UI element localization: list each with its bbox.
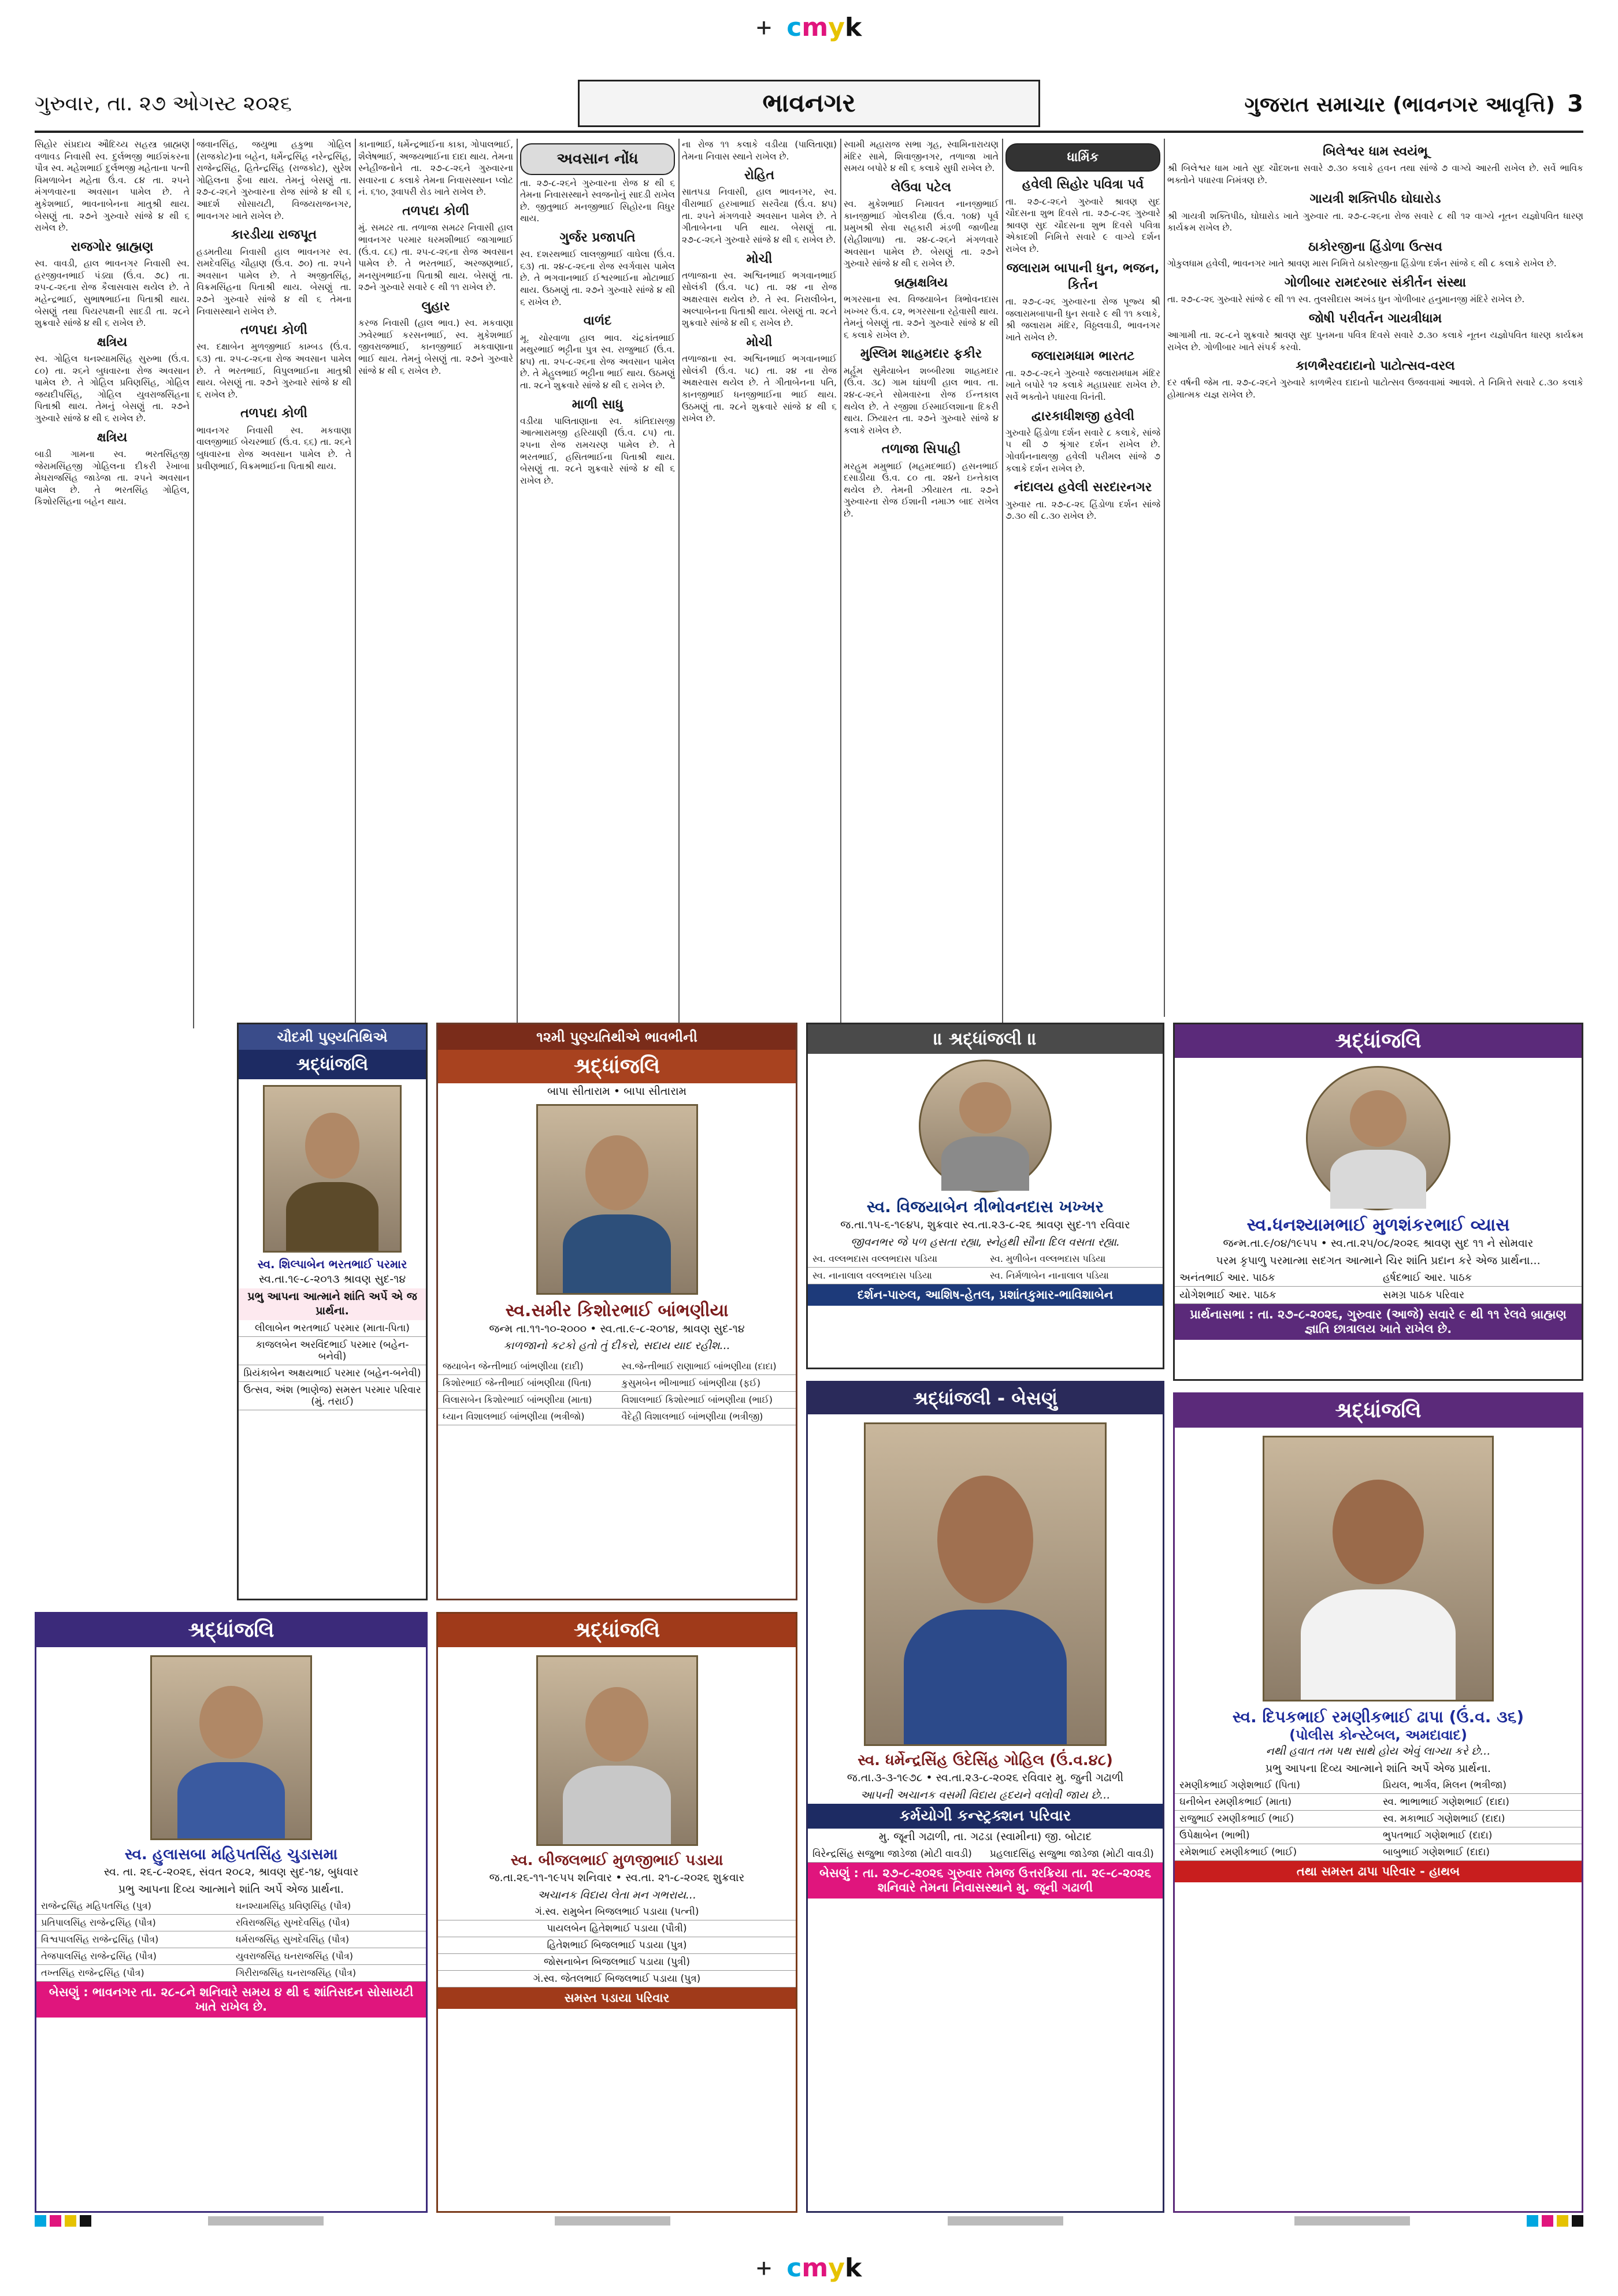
notice-heading: માળી સાધુ [572,397,624,412]
notice-text: ગુરુવારે હિંડોળા દર્શન સવારે ૮ કલાકે, સાંજે ૫ થી ૭ શ્રૃંગાર દર્શન રાખેલ છે. ગોવર્ધનનાથજી હવેલી પરીમલ સાંજે ૭ કલાકે દર્શન રાખેલ છે. [1005,427,1160,474]
deceased-name: સ્વ. દિપકભાઈ રમણીકભાઈ ઢાપા (ઉં.વ. ૩૬) [1232,1707,1524,1726]
family-list: ગં.સ્વ. રામુબેન બિજલભાઈ પડાયા (પત્ની) પાયલબેન હિતેશભાઈ પડાયા (પૌત્રી) હિતેશભાઈ બિજલભાઈ પડાયા (પુત્ર) જોસનાબેન બિજલભાઈ પડાયા (પુત્રી) ગં.સ્વ. જેતલભાઈ બિજલભાઈ પડાયા (પુત્ર) [438,1904,796,1987]
family-list: જયાબેન જેન્તીભાઈ બાંભણીયા (દાદી) સ્વ.જેન્તીભાઈ રાણાભાઈ બાંભણીયા (દાદા) કિશોરભાઈ જેન્તીભાઈ બાંભણીયા (પિતા) કુસુમબેન ભીખાભાઈ બાંભણીયા (ફઈ) વિલાસબેન કિશોરભાઈ બાંભણીયા (માતા) વિશાલભાઈ કિશોરભાઈ બાંભણીયા (ભાઈ) ધ્યાન વિશાલભાઈ બાંભણીયા (ભત્રીજો) વૈદેહી વિશાલભાઈ બાંભણીયા (ભત્રીજી) [438,1358,796,1425]
ad-heading: શ્રદ્ધાંજલિ [438,1614,796,1647]
column-8 [1167,139,1583,1017]
crosshair-icon: + [756,2253,772,2283]
prayer-line: પ્રભુ આપના દિવ્ય આત્માને શાંતિ અર્પે એજ પ્રાર્થના. [1265,1762,1491,1775]
notice-heading: જલારામ બાપાની ધુન, ભજન, કિર્તન [1006,261,1160,292]
notice-heading: રાજગોર બ્રાહ્મણ [70,239,154,254]
ad-heading-sub: શ્રદ્ધાંજલિ [438,1050,796,1083]
life-dates: જન્મ.તા.૯/૦૪/૧૯૫૫ • સ્વ.તા.૨૫/૦૮/૨૦૨૬ શ્રાવણ સુદ ૧૧ ને સોમવાર [1223,1237,1534,1250]
color-calibration-bar [35,2214,1583,2228]
notice-heading: ગુર્જર પ્રજાપતિ [559,231,636,246]
ad-heading: ૧૨મી પુણ્યતિથીએ ભાવભીની [438,1024,796,1050]
notice-heading: નંદાલય હવેલી સરદારનગર [1014,480,1152,495]
notice-text: ગોકુલધામ હવેલી, ભાવનગર ખાતે શ્રાવણ માસ નિમિત્તે ઠાકોરજીના હિંડોળા દર્શન સાંજે ૬ થી ૮ કલાકે રાખેલ છે. [1167,258,1557,269]
notice-heading: ક્ષત્રિય [97,335,128,350]
place-line: મુ. જૂની ગઢાળી, તા. ગઢડા (સ્વામીના) જી. બોટાદ [878,1830,1092,1844]
notice-heading: ગાયત્રી શક્તિપીઠ ઘોઘારોડ [1309,192,1441,207]
verse: નથી હવાત તમ પથ સાથે હોય એવું લાગ્યા કરે છે... [1266,1745,1491,1758]
notice-heading: તળાજા સિપાહી [881,442,961,457]
prayer-line: પ્રભુ આપના દિવ્ય આત્માને શાંતિ અર્પે એજ પ્રાર્થના. [118,1882,344,1896]
ad-heading: ચૌદમી પુણ્યતિથિએ [239,1024,426,1050]
prayer-line: પરમ કૃપાળુ પરમાત્મા સદગત આત્માને ચિર શાંતિ પ્રદાન કરે એજ પ્રાર્થના... [1216,1254,1541,1267]
page-number: 3 [1567,91,1583,117]
notice-text: બાડી ગામના સ્વ. ભરતસિંહજી જેરામસિંહજી ગોહિલના દીકરી રેખાબા મેઘરાજસિંહ જાડેજા તા. ૨૫ને અવસાન પામેલ છે. તે ભરતસિંહ ગોહિલ, કિશોરસિંહના બહેન થાય. [35,448,190,507]
notice-text: સ્વ. વાવડી, હાલ ભાવનગર નિવાસી સ્વ. હરજીવનભાઈ પંડ્યા (ઉં.વ. ૭૮) તા. ૨૫-૮-૨૬ના રોજ કૈલાસવાસ થયેલ છે. તે મહેન્દ્રભાઈ, સુભાષભાઈના પિતાશ્રી થાય. બેસણું તથા પિયરપક્ષની સાદડી તા. ૨૮ને શુક્રવારે સાંજે ૪ થી ૬ રાખેલ છે. [35,258,190,329]
tribute-ad-vijayaben [806,1023,1164,1369]
notice-heading: કાળભૈરવદાદાનો પાટોત્સવ-વરલ [1296,359,1455,374]
notice-text: મરહુમ મમુભાઈ (મહમદભાઈ) હસનભાઈ દસાડીયા ઉં.વ. ૮૦ તા. ૨૪ને ઇન્તેકાલ થયેલ છે. તેમની ઝીયારત તા. ૨૭ને ગુરુવારના રોજ ઈશાની નમાઝ બાદ રાખેલ છે. [844,460,999,519]
notice-text: સિહોર સંપ્રદાય ઔદિચ્ય સહસ્ત્ર બ્રાહ્મણ વળાવડ નિવાસી સ્વ. દુર્લભજી ભાઈશંકરના પૌત્ર સ્વ. મહેશભાઈ દુર્લભજી મહેતાના પત્ની વિમળાબેન મહેતા ઉં.વ. ૮૪ તા. ૨૫ને મંગળવારના અવસાન પામેલ છે. તે મુકેશભાઈ, ભાવનાબેનના માતુશ્રી થાય. બેસણું તા. ૨૭ને ગુરુવારે સાંજે ૪ થી ૬ રાખેલ છે. [35,139,190,233]
life-dates: જ.તા.૨૬-૧૧-૧૯૫૫ શનિવાર • સ્વ.તા. ૨૧-૮-૨૦૨૬ શુક્રવાર [489,1871,745,1884]
notice-heading: કારડીયા રાજપૂત [231,228,317,243]
life-dates: જ.તા.૩-૩-૧૯૭૮ • સ્વ.તા.૨૩-૮-૨૦૨૬ રવિવાર મુ. જુની ગઢાળી [847,1771,1124,1784]
notice-text: આગામી તા. ૨૮-૮ને શુક્રવારે શ્રાવણ સુદ પુનમના પવિત્ર દિવસે સવારે ૭.૩૦ કલાકે નૂતન યજ્ઞોપવિત ધારણ કાર્યક્રમ રાખેલ છે. ગોળીબાર ખાતે સંપર્ક કરવો. [1167,329,1583,352]
notice-text: તળાજાના સ્વ. અશ્વિનભાઈ ભગવાનભાઈ સોલંકી (ઉં.વ. ૫૮) તા. ૨૪ ના રોજ અક્ષરવાસ થયેલ છે. તે સ્વ. નિરાલીબેન, અલ્પાબેનના પિતાશ્રી થાય. બેસણું તા. ૨૮ને શુક્રવારે સાંજે ૪ થી ૬ રાખેલ છે. [682,270,837,329]
crosshair-icon: + [756,13,772,42]
notice-heading: બિલેશ્વર ધામ સ્વયંભૂ [1323,144,1428,159]
deceased-name: સ્વ.ધનશ્યામભાઈ મુળશંકરભાઈ વ્યાસ [1246,1215,1510,1235]
portrait-photo [919,1060,1052,1192]
paper-name: ગુજરાત સમાચાર (ભાવનગર આવૃત્તિ) [1244,93,1556,117]
notice-heading: તળપદા કોળી [240,406,307,421]
column-divider [355,139,356,1028]
family-list: અનંતભાઈ આર. પાઠક હર્ષદભાઈ આર. પાઠક યોગેશભાઈ આર. પાઠક સમગ્ર પાઠક પરિવાર [1175,1269,1582,1304]
family-list: વિરેન્દ્રસિંહ સજુભા જાડેજા (મોટી વાવડી) પ્રહલાદસિંહ સજુભા જાડેજા (મોટી વાવડી) [808,1846,1163,1863]
tribute-ad-hulasba [35,1612,428,2213]
portrait-photo [864,1422,1107,1746]
verse: અચાનક વિદાય લેતા મન ગભરાય... [537,1888,696,1901]
column-2 [196,139,351,1028]
deceased-name: સ્વ. શિલ્પાબેન ભરતભાઈ પરમાર [257,1257,407,1271]
notice-heading: જોષી પરીવર્તન ગાયત્રીધામ [1308,311,1442,326]
death-date: સ્વ. તા. ૨૬-૮-૨૦૨૬, સંવત ૨૦૮૨, શ્રાવણ સુદ-૧૪, બુધવાર [103,1866,359,1878]
column-6 [844,139,999,1028]
notice-text: તા. ૨૭-૮-૨૬ને ગુરુવારના રોજ ૪ થી ૬ તેમના નિવાસસ્થાને સ્વજનોનું સાદડી રાખેલ છે. જીતુભાઈ મનજીભાઈ સિહોરના વિધુર થાય. [520,177,675,224]
family-list: રાજેન્દ્રસિંહ મહિપતસિંહ (પુત્ર) ઘનશ્યામસિંહ પ્રવિણસિંહ (પૌત્ર) પ્રતિપાલસિંહ રાજેન્દ્રસિંહ (પૌત્ર) રવિરાજસિંહ સુખદેવસિંહ (પૌત્ર) વિશ્વપાલસિંહ રાજેન્દ્રસિંહ (પૌત્ર) ધર્મરાજસિંહ સુખદેવસિંહ (પૌત્ર) તેજપાલસિંહ રાજેન્દ્રસિંહ (પૌત્ર) યુવરાજસિંહ ઘનરાજસિંહ (પૌત્ર) તખ્તસિંહ રાજેન્દ્રસિંહ (પૌત્ર) ગિરીરાજસિંહ ઘનરાજસિંહ (પૌત્ર) [36,1898,426,1982]
notice-text: તળાજાના સ્વ. અશ્વિનભાઈ ભગવાનભાઈ સોલંકી (ઉં.વ. ૫૮) તા. ૨૪ ના રોજ અક્ષરવાસ થયેલ છે. તે ગીતાબેનના પતિ, કાનજીભાઈ ધનજીભાઈના ભાઈ થાય. ઉઠમણું તા. ૨૮ને શુક્રવારે સાંજે ૪ થી ૬ રાખેલ છે. [682,354,837,424]
portrait-photo [263,1085,402,1253]
notice-text: વડીયા પાલિતાણાના સ્વ. કાંતિદાસજી આત્મારામજી હરિયાણી (ઉં.વ. ૮૫) તા. ૨૫ના રોજ રામચરણ પામેલ છે. તે ભરતભાઈ, હસિતભાઈના પિતાશ્રી થાય. બેસણું તા. ૨૮ને શુક્રવારે સાંજે ૪ થી ૬ રાખેલ છે. [520,415,675,486]
notice-text: મું. સમઢર તા. તળાજા સમઢર નિવાસી હાલ ભાવનગર પરમાર ધરમશીભાઈ જાગાભાઈ (ઉં.વ. ૮૬) તા. ૨૫-૮-૨૬ના રોજ અવસાન પામેલ છે. તે ભરતભાઈ, અરજણભાઈ, મનસુખભાઈના પિતાશ્રી થાય. બેસણું તા. ૨૭ને ગુરુવારે સવારે ૯ થી ૧૧ રાખેલ છે. [358,222,513,293]
notice-text: સ્વામી મહારાજ સભા ગૃહ, સ્વામિનારાયણ મંદિર સામે, શિવાજીનગર, તળાજા ખાતે સમય બપોરે ૪ થી ૬ કલાકે સુધી રાખેલ છે. [844,139,999,174]
column-4 [520,139,675,1028]
notice-heading: જલારામધામ ભારતટ [1031,349,1135,364]
notice-text: શ્રી ગાયત્રી શક્તિપીઠ, ઘોઘારોડ ખાતે ગુરુવાર તા. ૨૭-૮-૨૬ના રોજ સવારે ૮ થી ૧૨ વાગ્યે નૂતન યજ્ઞોપવિત ધારણ કાર્યક્રમ રાખેલ છે. [1167,210,1583,233]
notice-heading: વાળંદ [583,314,612,329]
notice-heading: ક્ષત્રિય [97,430,128,445]
column-3 [358,139,513,1028]
deceased-occupation: (પોલીસ કોન્સ્ટેબલ, અમદાવાદ) [1289,1727,1467,1743]
notice-text: સ્વ. દશરથભાઈ લાલજીભાઈ વાઘેલા (ઉં.વ. ૬૩) તા. ૨૪-૮-૨૬ના રોજ સ્વર્ગવાસ પામેલ છે. તે ભગવાનભાઈ ઈશ્વરભાઈના મોટાભાઈ થાય. ઉઠમણું તા. ૨૭ને ગુરુવારે સાંજે ૪ થી ૬ રાખેલ છે. [520,249,675,307]
notice-text: હડમતીયા નિવાસી હાલ ભાવનગર સ્વ. રામદેવસિંહ ચૌહાણ (ઉં.વ. ૭૦) તા. ૨૫ને અવસાન પામેલ છે. તે અજીતસિંહ, વિક્રમસિંહના પિતાશ્રી થાય. બેસણું તા. ૨૭ને ગુરુવારે સાંજે ૪ થી ૬ તેમના નિવાસસ્થાને રાખેલ છે. [196,246,351,317]
notice-heading: ઠાકોરજીના હિંડોળા ઉત્સવ [1308,239,1442,254]
company-name: કર્મયોગી કન્સ્ટ્રક્શન પરિવાર [808,1804,1163,1829]
portrait-photo [536,1104,698,1295]
portrait-photo [1306,1066,1450,1210]
notice-text: મૂ. ચોરવાળા હાલ ભાવ. ચંદ્રકાંતભાઈ મથુરભાઈ ભટ્ટીના પુત્ર સ્વ. રાજુભાઈ (ઉં.વ. ૪૫) તા. ૨૫-૮-૨૬ના રોજ અવસાન પામેલ છે. તે મેહુલભાઈ ભટ્ટીના ભાઈ થાય. ઉઠમણું તા. ૨૮ને શુક્રવારે સાંજે ૪ થી ૬ રાખેલ છે. [520,332,675,391]
notice-heading: અવસાન નોંધ [520,143,675,175]
tribute-ad-samir [436,1023,797,1600]
notice-text: સ્વ. ગોહિલ ઘનશ્યામસિંહ સુરુભા (ઉં.વ. ૮૦) તા. ૨૬ને બુધવારના રોજ અવસાન પામેલ છે. તે ગોહિલ પ્રવિણસિંહ, ગોહિલ જયદીપસિંહ, ગોહિલ યુવરાજસિંહના પિતાશ્રી થાય. તેમનું બેસણું તા. ૨૭ને ગુરુવારે સાંજે ૪ થી ૬ રાખેલ છે. [35,354,190,424]
tribute-ad-dharmendrasinh [806,1381,1164,2213]
ad-heading: શ્રદ્ધાંજલિ [1175,1394,1582,1428]
ad-heading: શ્રદ્ધાંજલી - બેસણું [808,1383,1163,1414]
family-list: સ્વ. વલ્લભદાસ વલ્લભદાસ પડિયા સ્વ. મુળીબેન વલ્લભદાસ પડિયા સ્વ. નાનાલાલ વલ્લભદાસ પડિયા સ્વ. નિર્મળાબેન નાનાલાલ પડિયા [808,1251,1163,1284]
tribute-ad-shilpaben [237,1023,428,1600]
column-divider [517,139,518,1028]
column-1 [35,139,190,1028]
column-5 [682,139,837,1028]
besanu-footer: બેસણું : ભાવનગર તા. ૨૮-૮ને શનિવારે સમય ૪ થી ૬ શાંતિસદન સોસાયટી ખાતે રાખેલ છે. [36,1982,426,2018]
notice-text: સાતપડા નિવાસી, હાલ ભાવનગર, સ્વ. વીરાભાઈ હરખાભાઈ સરવૈયા (ઉં.વ. ૪૫) તા. ૨૫ને મંગળવારે અવસાન પામેલ છે. તે ગીતાબેનના પતિ થાય. બેસણું તા. ૨૭-૮-૨૬ને ગુરુવારે સાંજે ૪ થી ૬ રાખેલ છે. [682,187,837,245]
notice-heading: લેઉવા પટેલ [891,180,951,195]
tribute-ad-dipakbhai [1173,1392,1583,2213]
notice-heading: મોચી [746,251,773,266]
header-rule [35,131,1583,133]
notice-text: કાનાભાઈ, ધર્મેન્દ્રભાઈના કાકા, ગોપાલભાઈ, શૈલેષભાઈ, અજયભાઈના દાદા થાય. તેમના સ્નેહીજનોને તા. ૨૭-૮-૨૬ને ગુરુવારના સવારના ૮ કલાકે તેમના નિવાસસ્થાન પ્લોટ નં. ૬૧૦, રૂવાપરી રોડ ખાતે રાખેલ છે. [358,139,513,198]
notice-heading: દ્વારકાધીશજી હવેલી [1031,408,1135,423]
ad-heading: શ્રદ્ધાંજલિ [1175,1024,1582,1058]
family-list: રમણીકભાઈ ગણેશભાઈ (પિતા) પ્રિયલ, ભાર્ગવ, મિલન (ભત્રીજા) ઘનીબેન રમણીકભાઈ (માતા) સ્વ. ભાભાભાઈ ગણેશભાઈ (દાદા) રાજુભાઈ રમણીકભાઈ (ભાઈ) સ્વ. મકાભાઈ ગણેશભાઈ (દાદા) ઉપેક્ષાબેન (ભાભી) ભુપતભાઈ ગણેશભાઈ (દાદા) રમેશભાઈ રમણીકભાઈ (ભાઈ) બાબુભાઈ ગણેશભાઈ (દાદા) [1175,1777,1582,1861]
life-dates: જન્મ તા.૧૧-૧૦-૨૦૦૦ • સ્વ.તા.૯-૮-૨૦૧૪, શ્રાવણ સુદ-૧૪ [489,1322,745,1335]
notice-heading: તળપદા કોળી [240,323,307,338]
notice-text: સ્વ. મુકેશભાઈ નિમાવત નાનજીભાઈ કાનજીભાઈ ગોલકીયા (ઉં.વ. ૧૦૪) પૂર્વ પ્રમુખશ્રી સેવા સહકારી મંડળી જાળીયા (રોહીશાળા) તા. ૨૪-૮-૨૬ને મંગળવારે અવસાન પામેલ છે. બેસણું તા. ૨૭ને ગુરુવારે સાંજે ૪ થી ૬ રાખેલ છે. [844,199,999,269]
notice-heading: તળપદા કોળી [402,204,469,219]
tribute-ad-bijalbhai [436,1612,797,2213]
family-list: લીલાબેન ભરતભાઈ પરમાર (માતા-પિતા) કાજલબેન અરવિંદભાઈ પરમાર (બહેન-બનેવી) પ્રિયંકાબેન અક્ષયભાઈ પરમાર (બહેન-બનેવી) ઉત્સવ, અંશ (ભાણેજ) સમસ્ત પરમાર પરિવાર (મું. તરાઈ) [239,1320,426,1410]
verse: જીવનભર જે પળ હસતા રહ્યા, સ્નેહથી સૌના દિલ વસતા રહ્યા. [851,1235,1120,1249]
issue-date: ગુરુવાર, તા. ૨૭ ઓગસ્ટ ૨૦૨૬ [35,92,292,116]
prayer-meeting: પ્રાર્થનાસભા : તા. ૨૭-૮-૨૦૨૬, ગુરુવાર (આજે) સવારે ૯ થી ૧૧ રેલવે બ્રાહ્મણ જ્ઞાતિ છાત્રાલય ખાતે રાખેલ છે. [1175,1304,1582,1340]
notice-text: ભગરસાના સ્વ. વિજયાબેન ત્રિભોવનદાસ ખખ્ખર ઉં.વ. ૮૨, ભગરસાના રહેવાસી થાય. તેમનું બેસણું તા. ૨૭ને ગુરુવારે સાંજે ૪ થી ૬ કલાકે રાખેલ છે. [844,293,999,340]
notice-text: તા. ૨૭-૮-૨૬ને ગુરુવારે જલારામધામ મંદિર ખાતે બપોરે ૧૨ કલાકે મહાપ્રસાદ રાખેલ છે. સર્વે ભક્તોને પધારવા વિનંતી. [1005,367,1160,402]
ad-heading: શ્રદ્ધાંજલિ [36,1614,426,1647]
registration-mark-bottom: + cmyk [756,2253,862,2283]
ad-topline: બાપા સીતારામ • બાપા સીતારામ [547,1085,687,1098]
deceased-name: સ્વ. ધર્મેન્દ્રસિંહ ઉદેસિંહ ગોહિલ (ઉં.વ.૪૮) [858,1752,1113,1769]
notice-text: મર્હૂમ સુમૈયાબેન શબ્બીરશા શાહમદાર (ઉં.વ. ૩૮) ગામ ઘાંઘળી હાલ ભાવ. તા. ૨૪-૮-૨૬ને સોમવારના રોજ ઈન્તકાલ થયેલ છે. તે રજીશા ઈસ્માઈલશાના દિકરી થાય. ઝિયારત તા. ૨૭ને ગુરુવારે સાંજે ૪ કલાકે રાખેલ છે. [844,365,999,436]
column-divider [1164,139,1165,1017]
registration-mark-top: + cmyk [756,13,862,42]
family-footer: સમસ્ત પડાયા પરિવાર [438,1987,796,2009]
notice-heading: મુસ્લિમ શાહમદાર ફકીર [860,347,982,362]
notice-heading: બ્રહ્મક્ષત્રિય [894,275,948,290]
notice-text: તા. ૨૭-૮-૨૬ ગુરુવારે સાંજે ૯ થી ૧૧ સ્વ. તુલસીદાસ અખંડ ધુન ગોળીબાર હનુમાનજી મંદિરે રાખેલ છે. [1167,294,1525,305]
notice-heading: લુહાર [421,299,450,314]
column-divider [678,139,680,1028]
notice-heading: ધાર્મિક [1005,143,1160,172]
column-7-dharmik [1005,139,1160,1017]
notice-text: શ્રી બિલેશ્વર ધામ ખાતે સુદ ચૌદશના સવારે ૭.૩૦ કલાકે હવન તથા સાંજે ૭ વાગ્યે આરતી રાખેલ છે. સર્વે ભાવિક ભક્તોને પધારવા નિમંત્રણ છે. [1167,163,1583,185]
prayer-line: પ્રભુ આપના આત્માને શાંતિ અર્પે એ જ પ્રાર્થના. [239,1288,426,1320]
notice-text: ના રોજ ૧૧ કલાકે વડીયા (પાલિતાણા) તેમના નિવાસ સ્થાને રાખેલ છે. [682,139,837,162]
death-date: સ્વ.તા.૧૯-૮-૨૦૧૩ શ્રાવણ સુદ-૧૪ [258,1273,406,1286]
deceased-name: સ્વ.સમીર કિશોરભાઈ બાંભણીયા [505,1300,729,1321]
notice-text: ગુરુવાર તા. ૨૭-૮-૨૬ હિંડોળા દર્શન સાંજે ૭.૩૦ થી ૮.૩૦ રાખેલ છે. [1005,499,1160,522]
portrait-photo [1263,1436,1494,1701]
section-title: ભાવનગર [578,80,1040,127]
notice-text: તા. ૨૭-૮-૨૬ ગુરુવારના રોજ પૂજ્ય શ્રી જલારામબાપાની ધુન સવારે ૯ થી ૧૧ કલાકે, શ્રી જલારામ મંદિર, વિઠ્ઠલવાડી, ભાવનગર ખાતે રાખેલ છે. [1005,296,1160,343]
family-footer: દર્શન-પારુલ, આશિષ-હેતલ, પ્રશાંતકુમાર-ભાવિશાબેન [808,1284,1163,1306]
notice-heading: મોચી [746,335,773,350]
tribute-ad-dhanshyambhai [1173,1023,1583,1381]
portrait-photo [536,1655,698,1846]
notice-text: સ્વ. દક્ષાબેન મુળજીભાઈ કામ્બડ (ઉં.વ. ૬૩) તા. ૨૫-૮-૨૬ના રોજ અવસાન પામેલ છે. તે ભરતભાઈ, વિપુલભાઈના માતુશ્રી થાય. બેસણું તા. ૨૭ને ગુરુવારે સાંજે ૪ થી ૬ રાખેલ છે. [196,341,351,400]
notice-heading: રોહિત [744,168,775,183]
verse: કાળજાનો કટકો હતો તું દીકરો, સદાય યાદ રહીશ... [503,1339,730,1353]
deceased-name: સ્વ. બીજલભાઈ મુળજીભાઈ પડાયા [510,1852,723,1869]
notice-text: કરજ નિવાસી (હાલ ભાવ.) સ્વ. મકવાણા ઝવેરભાઈ કરસનભાઈ, સ્વ. મુકેશભાઈ જીવરાજભાઈ, કાનજીભાઈ મકવાણાના ભાઈ થાય. તેમનું બેસણું તા. ૨૭ને ગુરુવારે સાંજે ૪ થી ૬ રાખેલ છે. [358,318,513,376]
portrait-photo [150,1655,312,1840]
life-dates: જ.તા.૧૫-૬-૧૯૪૫, શુક્રવાર સ્વ.તા.૨૩-૮-૨૬ શ્રાવણ સુદ-૧૧ રવિવાર [840,1218,1130,1231]
notice-heading: ગોળીબાર રામદરબાર સંકીર્તન સંસ્થા [1284,275,1467,290]
notice-text: ભાવનગર નિવાસી સ્વ. મકવાણા વાલજીભાઈ બેચરભાઈ (ઉં.વ. ૬૬) તા. ૨૬ને બુધવારના રોજ અવસાન પામેલ છે. તે પ્રવીણભાઈ, વિક્રમભાઈના પિતાશ્રી થાય. [196,425,351,471]
notice-text: દર વર્ષની જેમ તા. ૨૭-૮-૨૬ને ગુરુવારે કાળભૈરવ દાદાનો પાટોત્સવ ઉજવવામાં આવશે. તે નિમિત્તે સવારે ૮.૩૦ કલાકે હોમાત્મક યજ્ઞ રાખેલ છે. [1167,377,1583,400]
verse: આપની અચાનક વસમી વિદાય હૃદયને વલોવી જાય છે... [860,1788,1111,1801]
ad-heading-sub: શ્રદ્ધાંજલિ [239,1050,426,1079]
column-divider [840,139,841,1028]
column-divider [193,139,194,1028]
besanu-footer: બેસણું : તા. ૨૭-૮-૨૦૨૬ ગુરુવાર તેમજ ઉત્તરક્રિયા તા. ૨૯-૮-૨૦૨૬ શનિવારે તેમના નિવાસસ્થાને મુ. જૂની ગઢાળી [808,1863,1163,1899]
ad-heading: ॥ શ્રદ્ધાંજલી ॥ [808,1024,1163,1054]
notice-text: તા. ૨૭-૮-૨૬ને ગુરુવારે શ્રાવણ સુદ ચૌદસના શુભ દિવસે તા. ૨૭-૮-૨૬ ગુરુવારે શ્રાવણ સુદ ચૌદસના શુભ દિવસે પવિત્રા એકાદશી નિમિત્તે સવારે ૯ વાગ્યે દર્શન રાખેલ છે. [1005,196,1160,254]
column-divider [1002,139,1003,1028]
notice-text: જવાનસિંહ, જયુભા હકુભા ગોહિલ (રાજકોટ)ના બહેન, ધર્મેન્દ્રસિંહ નરેન્દ્રસિંહ, રાજેન્દ્રસિંહ, હિતેન્દ્રસિંહ (રાજકોટ), સુરેશ ગોહિલના ફૈબા થાય. તેમનું બેસણું તા. ૨૭-૮-૨૬ને ગુરુવારના રોજ સાંજે ૪ થી ૬ આદર્શ સોસાયટી, વિજયરાજનગર, ભાવનગર ખાતે રાખેલ છે. [196,139,351,221]
notice-heading: હવેલી સિહોર પવિત્રા પર્વ [1022,177,1144,192]
deceased-name: સ્વ. વિજયાબેન ત્રીભોવનદાસ ખખ્ખર [866,1197,1104,1216]
family-footer: તથા સમસ્ત ઢાપા પરિવાર - હાથબ [1175,1861,1582,1882]
deceased-name: સ્વ. હુલાસબા મહિપતસિંહ ચુડાસમા [124,1846,338,1863]
